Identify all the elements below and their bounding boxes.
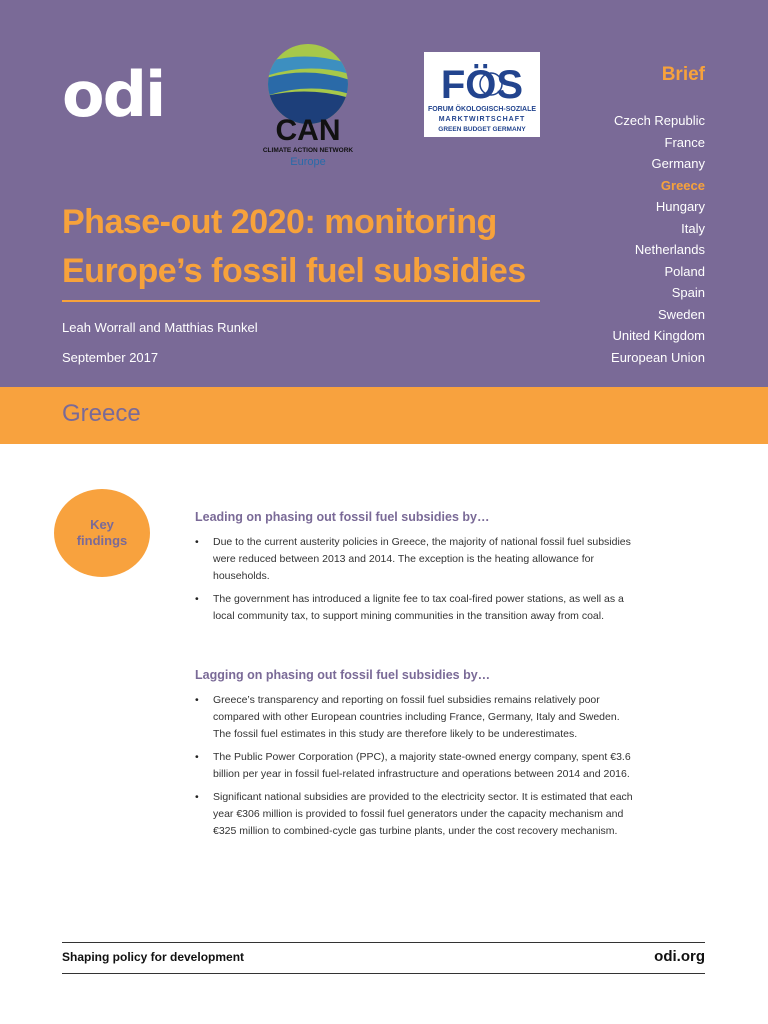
fos-logo-name: FÖS [440, 63, 524, 107]
page-title [62, 198, 542, 296]
fos-logo-line3: GREEN BUDGET GERMANY [438, 126, 526, 133]
fos-logo-line1: FORUM ÖKOLOGISCH-SOZIALE [427, 106, 537, 113]
country-item[interactable]: Czech Republic [613, 113, 705, 128]
country-item[interactable]: France [664, 134, 705, 150]
odi-logo [62, 66, 208, 124]
country-item[interactable]: Netherlands [634, 242, 705, 257]
can-logo [246, 44, 370, 170]
lagging-bullet: • Greece’s transparency and reporting on fossil fuel subsidies remains relatively poor compared with other European countries including France, Germany, Italy and Sweden. The fossil fuel estimates in this study are therefore likely to be underestimates. [195, 692, 635, 743]
publication-date: September 2017 [62, 350, 159, 365]
fos-logo [424, 52, 540, 137]
country-item[interactable]: Germany [651, 156, 705, 171]
title-divider [62, 300, 540, 302]
key-findings-badge [54, 489, 150, 577]
brief-label: Brief [661, 64, 705, 85]
lagging-bullet: • The Public Power Corporation (PPC), a majority state-owned energy company, spent €3.6 billion per year in fossil fuel-related infrastructure and operations between 2014 and 2016. [195, 749, 635, 783]
country-item[interactable]: European Union [611, 349, 705, 365]
country-item[interactable]: Sweden [658, 306, 705, 322]
authors: Leah Worrall and Matthias Runkel [62, 320, 258, 335]
footer-bottom-rule [62, 973, 705, 974]
country-item[interactable]: Spain [671, 285, 705, 300]
can-logo-name: CAN [275, 114, 341, 147]
footer-tagline: Shaping policy for development [62, 950, 245, 964]
leading-bullet: • Due to the current austerity policies in Greece, the majority of national fossil fuel subsidies were reduced between 2013 and 2014. The exception is the heating allowance for households. [195, 534, 635, 585]
odi-logo-text: odi [62, 66, 165, 124]
country-item[interactable]: Italy [681, 220, 705, 236]
country-nav [611, 110, 705, 368]
can-logo-subtitle: CLIMATE ACTION NETWORK [262, 147, 354, 154]
lagging-section [195, 668, 635, 846]
key-findings-line1: Key [90, 517, 114, 532]
country-item[interactable]: Hungary [655, 199, 705, 214]
leading-section [195, 510, 635, 631]
country-item[interactable]: Poland [664, 263, 705, 279]
fos-logo-line2: MARKTWIRTSCHAFT [438, 116, 526, 123]
lagging-heading: Lagging on phasing out fossil fuel subsidies by… [195, 668, 491, 682]
leading-bullets [195, 534, 635, 625]
title-line-1: Phase-out 2020: monitoring [62, 203, 497, 241]
footer-top-rule [62, 942, 705, 943]
can-logo-region: Europe [290, 156, 326, 168]
country-item[interactable]: Greece [660, 177, 705, 193]
lagging-bullets [195, 692, 635, 840]
lagging-bullet: • Significant national subsidies are provided to the electricity sector. It is estimated that each year €306 million is provided to fossil fuel generators under the capacity mechanism and €325 million to combined-cycle gas turbine plants, under the cost recovery mechanism. [195, 789, 635, 840]
country-heading: Greece [62, 400, 141, 427]
footer-url[interactable]: odi.org [654, 948, 705, 965]
title-line-2: Europe’s fossil fuel subsidies [62, 252, 526, 290]
key-findings-line2: findings [76, 533, 128, 548]
leading-bullet: • The government has introduced a lignite fee to tax coal-fired power stations, as well as a local community tax, to support mining communities in the transition away from coal. [195, 591, 635, 625]
country-item[interactable]: United Kingdom [612, 328, 705, 343]
leading-heading: Leading on phasing out fossil fuel subsidies by… [195, 510, 490, 524]
